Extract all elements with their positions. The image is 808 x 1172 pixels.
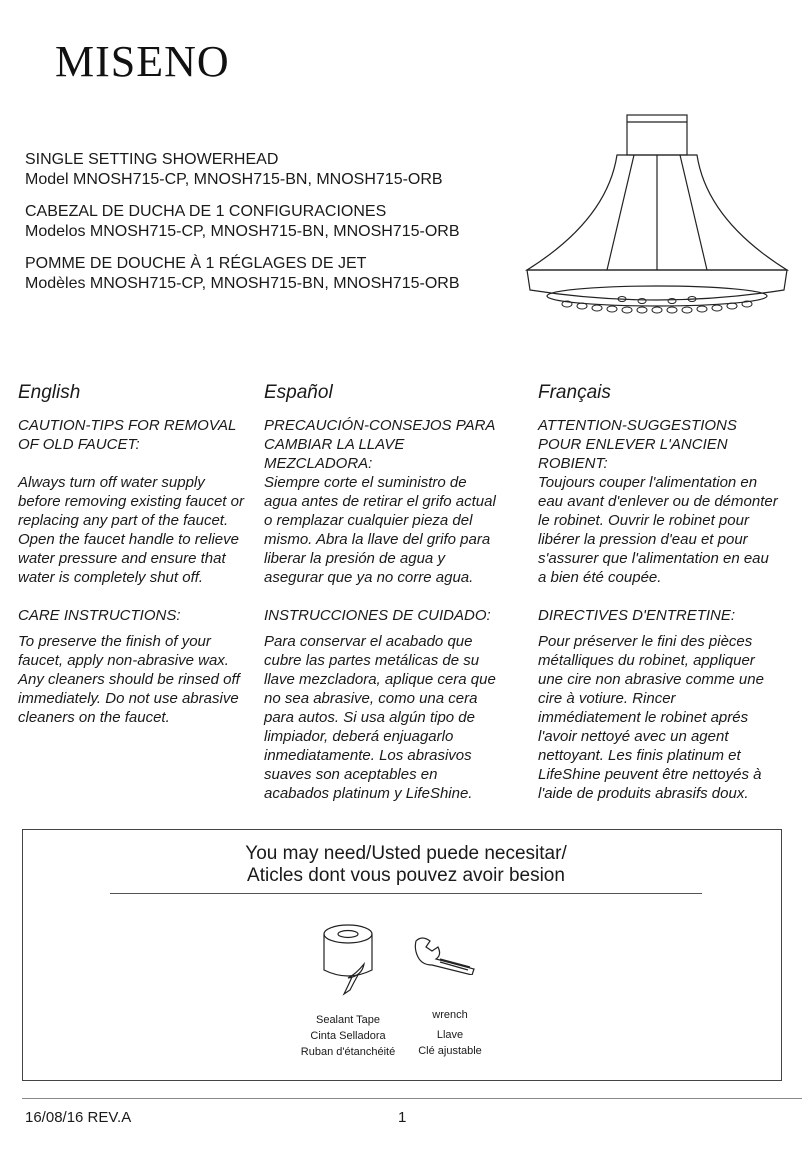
english-care-text: To preserve the finish of your faucet, apply non-abrasive wax. Any cleaners should be rinsed off immediately. Do not use abrasive cleaners on the faucet.: [18, 633, 240, 726]
french-caution-heading: ATTENTION-SUGGESTIONS POUR ENLEVER L'ANCIEN ROBIENT:: [538, 417, 737, 472]
revision-date: 16/08/16 REV.A: [25, 1109, 132, 1126]
english-caution-text: Always turn off water supply before removing existing faucet or replacing any part of the faucet. Open the faucet handle to relieve water pressure and ensure that water is completely shut off.: [18, 474, 244, 586]
spanish-lang-label: Español: [264, 382, 333, 403]
footer-divider: [22, 1098, 802, 1099]
tape-label-en: Sealant Tape: [315, 1014, 381, 1026]
english-column: [18, 382, 250, 727]
tools-title-divider: [110, 893, 702, 894]
tools-needed-title: [110, 843, 702, 887]
english-care-heading: CARE INSTRUCTIONS:: [18, 607, 181, 624]
spanish-care-text: Para conservar el acabado que cubre las partes metálicas de su llave mezcladora, aplique cera que no sea abrasive, como una cera para autos. Si usa algún tipo de limpiador, deberá enjuagarlo inmediatamente. Los abrasivos suaves son aceptables en acabados platinum y LifeShine.: [264, 633, 496, 802]
spanish-caution-heading: PRECAUCIÓN-CONSEJOS PARA CAMBIAR LA LLAVE MEZCLADORA:: [264, 417, 495, 472]
spanish-care-heading: INSTRUCCIONES DE CUIDADO:: [264, 607, 491, 624]
showerhead-illustration: [522, 100, 792, 330]
french-lang-label: Français: [538, 382, 611, 403]
english-lang-label: English: [18, 382, 81, 403]
wrench-label-fr: Clé ajustable: [418, 1045, 482, 1057]
product-titles: [25, 150, 525, 294]
french-care-text: Pour préserver le fini des pièces métalliques du robinet, appliquer une cire non abrasive comme une cire à votiure. Rincer immédiatement le robinet aprés l'avoir nettoyé avec un agent nettoyant. Les finis platinum et LifeShine peuvent être nettoyés à l'aide de produits abrasifs doux.: [538, 633, 764, 802]
page-number: 1: [398, 1109, 407, 1126]
tape-label-es: Cinta Selladora: [310, 1030, 386, 1042]
english-title: SINGLE SETTING SHOWERHEAD: [25, 151, 279, 168]
english-model: Model MNOSH715-CP, MNOSH715-BN, MNOSH715-ORB: [25, 171, 443, 188]
french-model: Modèles MNOSH715-CP, MNOSH715-BN, MNOSH715-ORB: [25, 275, 460, 292]
wrench-icon: [412, 935, 478, 975]
french-column: [538, 382, 778, 803]
wrench-caption: [400, 1007, 500, 1059]
tools-title-line2: Aticles dont vous pouvez avoir besion: [247, 865, 565, 886]
tools-title-line1: You may need/Usted puede necesitar/: [245, 843, 567, 864]
spanish-column: [264, 382, 496, 803]
sealant-tape-icon: [318, 920, 378, 998]
french-caution-text: Toujours couper l'alimentation en eau avant d'enlever ou de démonter le robinet. Ouvrir le robinet pour libérer la pression d'eau et pour s'assurer que l'alimentation en eau a bien été coupée.: [538, 474, 778, 586]
french-care-heading: DIRECTIVES D'ENTRETINE:: [538, 607, 736, 624]
french-title: POMME DE DOUCHE À 1 RÉGLAGES DE JET: [25, 255, 367, 272]
spanish-title: CABEZAL DE DUCHA DE 1 CONFIGURACIONES: [25, 203, 387, 220]
english-caution-heading: CAUTION-TIPS FOR REMOVAL OF OLD FAUCET:: [18, 417, 237, 453]
sealant-tape-caption: [288, 1012, 408, 1060]
wrench-label-en: wrench: [432, 1009, 468, 1021]
brand-logo: MISENO: [55, 37, 230, 86]
tape-label-fr: Ruban d'étanchéité: [300, 1046, 396, 1058]
wrench-label-es: Llave: [436, 1029, 464, 1041]
spanish-caution-text: Siempre corte el suministro de agua antes de retirar el grifo actual o remplazar cualquier pieza del mismo. Abra la llave del grifo para liberar la presión de agua y asegurar que ya no corre agua.: [264, 474, 496, 586]
spanish-model: Modelos MNOSH715-CP, MNOSH715-BN, MNOSH715-ORB: [25, 223, 460, 240]
